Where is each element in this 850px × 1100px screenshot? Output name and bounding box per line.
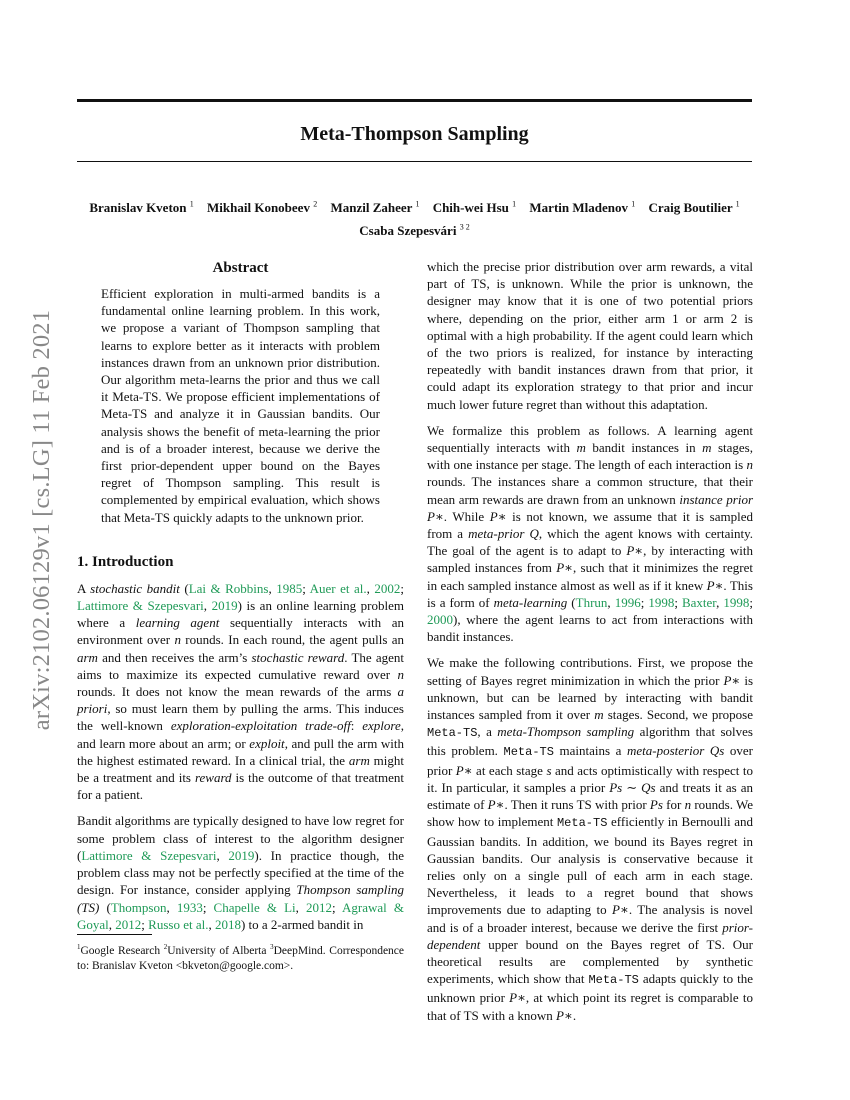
abstract-text: Efficient exploration in multi-armed bandits is a fundamental online learning problem. In this work, we propose a variant of Thompson sampling that learns to explore better as it interacts with problem instances drawn from an unknown prior distribution. Our algorithm meta-learns the prior and thus we call it Meta-TS. We propose efficient implementations of Meta-TS and analyze it in Gaussian bandits. Our analysis shows the benefit of meta-learning the prior and is of a broader interest, because we derive the first prior-dependent upper bound on the Bayes regret of Thompson sampling. This result is complemented by empirical evaluation, which shows that Meta-TS quickly adapts to the unknown prior. (101, 286, 380, 525)
citation-link[interactable]: 2012 (306, 899, 332, 915)
abstract-heading: Abstract (212, 260, 269, 276)
paper-title: Meta-Thompson Sampling (300, 123, 529, 145)
intro-paragraph-1: A stochastic bandit (Lai & Robbins, 1985; Auer et al., 2002; Lattimore & Szepesvari, 2019) is an online learning problem where a learning agent sequentially interacts with an environment over n rounds. In each round, the agent pulls an arm and then receives the arm’s stochastic reward. The agent aims to maximize its expected cumulative reward over n rounds. It does not know the mean rewards of the arms a priori, so must learn them by pulling the arms. This induces the well-known exploration-exploitation trade-off: explore, and learn more about an arm; or exploit, and pull the arm with the highest estimated reward. In a clinical trial, the arm might be a treatment and its reward is the outcome of that treatment for a patient. (77, 580, 405, 803)
right-paragraph-3: We make the following contributions. First, we propose the setting of Bayes regret minimization in which the prior P∗ is unknown, but can be learned by interacting with bandit instances sampled from it over m stages. Second, we propose Meta-TS, a meta-Thompson sampling algorithm that solves this problem. Meta-TS maintains a meta-posterior Qs over prior P∗ at each stage s and acts optimistically with respect to it. In particular, it samples a prior Ps ∼ Qs and treats it as an estimate of P∗. Then it runs TS with prior Ps for n rounds. We show how to implement Meta-TS efficiently in Bernoulli and Gaussian bandits. In addition, we bound its Bayes regret in Gaussian bandits. Our analysis is conservative because it relies only on a single pull of each arm in each stage. Nevertheless, it leads to a regret bound that shows improvements due to adapting to P∗. The analysis is novel and is of a broader interest, because we derive the first prior-dependent upper bound on the Bayes regret of TS. Our theoretical results are complemented by synthetic experiments, which show that Meta-TS adapts quickly to the unknown prior P∗, at which point its regret is comparable to that of TS with a known P∗. (427, 655, 754, 1023)
citation-link[interactable]: 2019 (211, 598, 238, 614)
author-name: Chih-wei Hsu $^1$ (432, 200, 517, 216)
citation-link[interactable]: 1998 (723, 594, 750, 610)
citation-link[interactable]: Lattimore & Szepesvari (77, 598, 204, 614)
citation-link[interactable]: 2012 (115, 916, 142, 932)
citation-link[interactable]: 2002 (374, 580, 401, 596)
author-name: Csaba Szepesvári $^{3 2}$ (359, 222, 470, 238)
citation-link[interactable]: Russo et al. (148, 916, 209, 932)
author-name: Manzil Zaheer $^1$ (330, 200, 420, 216)
right-paragraph-1: which the precise prior distribution over arm rewards, a vital part of TS, is unknown. While the prior is unknown, the designer may know that it is one of two potential priors where, depending on the prior, either arm 1 or arm 2 is optimal with a high probability. If the agent could learn which of the two priors is realized, for instance by interacting repeatedly with bandit instances drawn from that prior, it could adapt its exploration strategy to that prior and incur much lower future regret than without this adaptation. (427, 259, 753, 412)
citation-link[interactable]: 2018 (214, 916, 241, 932)
title-bottom-rule (77, 161, 752, 162)
citation-link[interactable]: Lai & Robbins (188, 580, 269, 596)
citation-link[interactable]: Auer et al. (309, 580, 367, 596)
citation-link[interactable]: 2000 (427, 612, 453, 628)
citation-link[interactable]: 1998 (648, 594, 675, 610)
intro-paragraph-2: Bandit algorithms are typically designed to have low regret for some problem class of interest to the algorithm designer (Lattimore & Szepesvari, 2019). In practice though, the problem class may not be perfectly specified at the time of the design. For instance, consider applying Thompson sampling (TS) (Thompson, 1933; Chapelle & Li, 2012; Agrawal & Goyal, 2012; Russo et al., 2018) to a 2-armed bandit in (77, 813, 404, 932)
right-paragraph-2: We formalize this problem as follows. A learning agent sequentially interacts with m bandit instances in m stages, with one instance per stage. The length of each interaction is n rounds. The instances share a common structure, that their mean arm rewards are drawn from an unknown instance prior P∗. While P∗ is not known, we assume that it is sampled from a meta-prior Q, which the agent knows with certainty. The goal of the agent is to adapt to P∗, by interacting with sampled instances from P∗, such that it minimizes the regret in each sampled instance almost as well as if it knew P∗. This is a form of meta-learning (Thrun, 1996; 1998; Baxter, 1998; 2000), where the agent learns to act from interactions with bandit instances. (427, 422, 754, 645)
citation-link[interactable]: Lattimore & Szepesvari (81, 847, 217, 863)
arxiv-identifier: arXiv:2102.06129v1 [cs.LG] 11 Feb 2021 (28, 309, 55, 731)
citation-link[interactable]: Thrun (575, 594, 608, 610)
citation-link[interactable]: 1985 (276, 580, 303, 596)
citation-link[interactable]: Chapelle & Li (213, 899, 296, 915)
section-heading: 1. Introduction (77, 553, 174, 570)
footnote-rule (77, 934, 152, 935)
author-name: Branislav Kveton $^1$ (89, 200, 194, 216)
right-column (427, 258, 753, 1033)
citation-link[interactable]: 1933 (176, 899, 203, 915)
citation-link[interactable]: 2019 (228, 847, 255, 863)
citation-link[interactable]: Thompson (110, 899, 167, 915)
footnote: $^1$Google Research $^2$University of Alberta $^3$DeepMind. Correspondence to: Branislav Kveton <bkveton@google.com>. (77, 943, 405, 972)
left-column (77, 258, 404, 942)
author-name: Mikhail Konobeev $^2$ (207, 200, 318, 216)
author-list (77, 195, 752, 240)
author-name: Martin Mladenov $^1$ (529, 200, 636, 216)
author-name: Craig Boutilier $^1$ (648, 200, 740, 216)
citation-link[interactable]: 1996 (614, 594, 641, 610)
top-thick-rule (77, 99, 752, 102)
citation-link[interactable]: Agrawal & Goyal (77, 899, 404, 932)
citation-link[interactable]: Baxter (681, 594, 717, 610)
